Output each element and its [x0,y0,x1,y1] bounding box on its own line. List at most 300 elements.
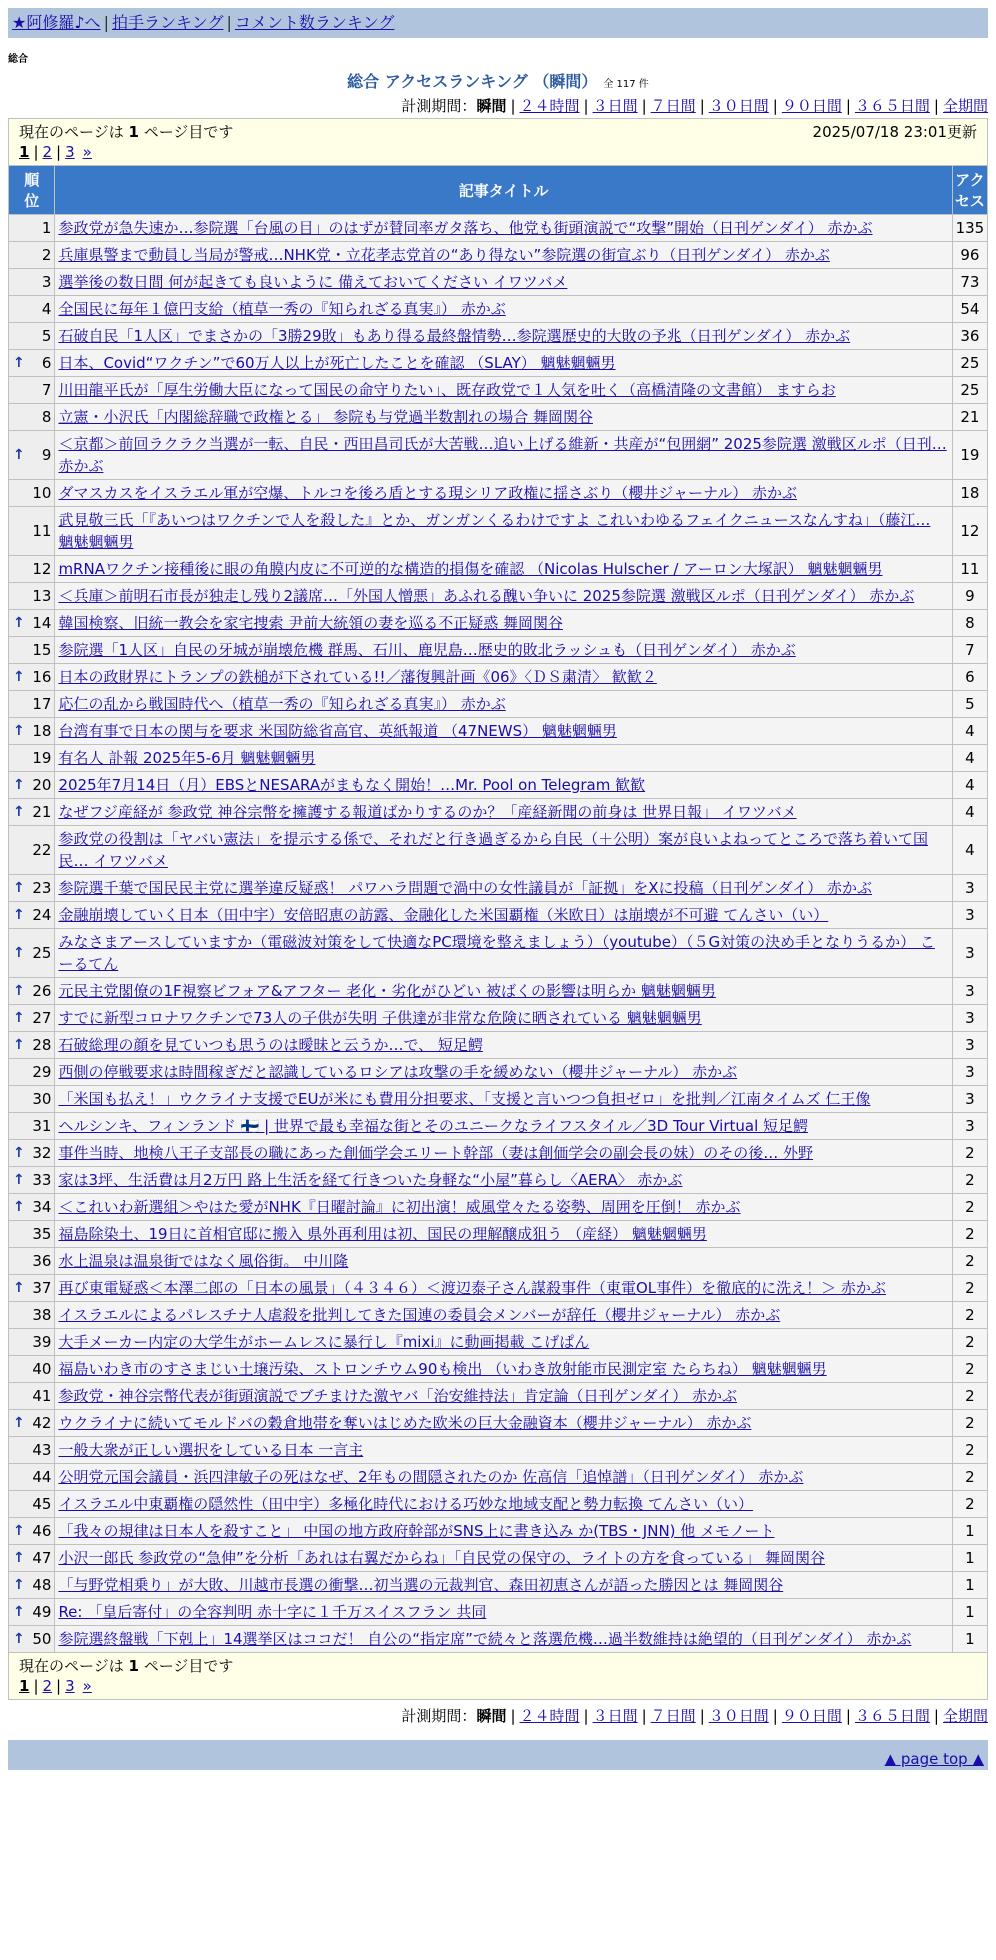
table-row [9,1005,988,1032]
table-row [9,691,988,718]
access-count: 25 [952,350,987,377]
rank-number: 17 [32,695,52,713]
article-link[interactable]: 金融崩壊していく日本（田中宇）安倍昭恵の訪露、金融化した米国覇権（米欧日）は崩壊が不可避 てんさい（い） [58,906,829,924]
arrow-up-icon: ↑ [13,777,25,793]
title-cell [55,350,952,377]
article-link[interactable]: すでに新型コロナワクチンで73人の子供が失明 子供達が非常な危険に晒されている 魑魅魍魎男 [58,1009,702,1027]
pager-page-link[interactable]: 2 [42,143,53,161]
rank-cell [9,772,55,799]
title-cell [55,1248,952,1275]
access-count: 3 [952,875,987,902]
title-header: 記事タイトル [55,166,952,215]
rank-cell [9,269,55,296]
rank-cell [9,1329,55,1356]
rank-cell [9,323,55,350]
rank-cell [9,1032,55,1059]
access-count: 1 [952,1572,987,1599]
title-cell [55,745,952,772]
rank-cell [9,1086,55,1113]
rank-number: 13 [32,587,52,605]
article-link[interactable]: 参政党・神谷宗幣代表が街頭演説でブチまけた激ヤバ「治安維持法」肯定論（日刊ゲンダイ） 赤かぶ [58,1387,738,1405]
title-cell [55,826,952,875]
period-separator: | [933,97,939,115]
article-link[interactable]: mRNAワクチン接種後に眼の角膜内皮に不可逆的な構造的損傷を確認 （Nicolas Hulscher / アーロン大塚訳） 魑魅魍魎男 [58,560,883,578]
arrow-up-icon: ↑ [13,907,25,923]
rank-number: 4 [41,300,52,318]
table-row [9,1329,988,1356]
footer-bar [8,1740,988,1770]
table-row [9,1086,988,1113]
title-cell [55,556,952,583]
rank-number: 12 [32,560,52,578]
rank-number: 6 [41,354,52,372]
title-cell [55,1221,952,1248]
rank-number: 19 [32,749,52,767]
arrow-up-icon: ↑ [13,1172,25,1188]
title-cell [55,1545,952,1572]
page-info-post: ページ目です [138,1657,234,1675]
pager-page-link[interactable]: 2 [42,1677,53,1695]
period-separator: | [641,1707,647,1725]
article-link[interactable]: 日本の政財界にトランプの鉄槌が下されている!!／藩復興計画《06》〈ＤＳ粛清〉 歓歓２ [58,668,657,686]
table-row [9,350,988,377]
rank-cell [9,1005,55,1032]
article-link[interactable]: 韓国検察、旧統一教会を家宅捜索 尹前大統領の妻を巡る不正疑惑 舞岡関谷 [58,614,563,632]
article-link[interactable]: 選挙後の数日間 何が起きても良いように 備えておいてください イワツバメ [58,273,568,291]
title-cell [55,610,952,637]
rank-number: 39 [32,1333,52,1351]
period-label: 計測期間： [401,97,477,115]
rank-cell [9,1302,55,1329]
rank-cell [9,1221,55,1248]
rank-cell [9,296,55,323]
access-count: 1 [952,1626,987,1653]
rank-number: 45 [32,1495,52,1513]
rank-cell [9,799,55,826]
table-row [9,1140,988,1167]
rank-cell [9,1518,55,1545]
rank-cell [9,664,55,691]
rank-cell [9,1599,55,1626]
rank-number: 41 [32,1387,52,1405]
title-cell [55,1005,952,1032]
arrow-up-icon: ↑ [13,1280,25,1296]
rank-number: 47 [32,1549,52,1567]
arrow-up-icon: ↑ [13,447,25,463]
rank-number: 23 [32,879,52,897]
table-row [9,1302,988,1329]
rank-cell [9,637,55,664]
table-row [9,583,988,610]
rank-cell [9,507,55,556]
arrow-up-icon: ↑ [13,1145,25,1161]
table-row [9,1356,988,1383]
period-option-link[interactable]: 全期間 [942,1707,988,1725]
rank-number: 22 [32,841,52,859]
pager-top [19,142,977,162]
home-link[interactable]: ★阿修羅♪へ [12,13,101,32]
rank-cell [9,1626,55,1653]
article-link[interactable]: 川田龍平氏が「厚生労働大臣になって国民の命守りたい」、既存政党で１人気を吐く（高橋清隆の文書館） ますらお [58,381,836,399]
rank-number: 27 [32,1009,52,1027]
rank-cell [9,404,55,431]
access-count: 2 [952,1356,987,1383]
current-page-number: 1 [128,1657,139,1675]
rank-number: 33 [32,1171,52,1189]
period-option-link[interactable]: ７日間 [650,1707,696,1725]
period-option-link[interactable]: ３日間 [592,97,638,115]
rank-cell [9,1464,55,1491]
article-link[interactable]: 小沢一郎氏 参政党の“急伸”を分析「あれは右翼だからね」「自民党の保守の、ライトの方を食っている」 舞岡関谷 [58,1549,825,1567]
period-separator: | [583,1707,589,1725]
access-count: 3 [952,978,987,1005]
arrow-up-icon: ↑ [13,1523,25,1539]
period-option-link[interactable]: ３０日間 [708,97,769,115]
rank-number: 5 [41,327,52,345]
table-row [9,1599,988,1626]
table-row [9,1410,988,1437]
article-link[interactable]: ダマスカスをイスラエル軍が空爆、トルコを後ろ盾とする現シリア政権に揺さぶり（櫻井ジャーナル） 赤かぶ [58,484,798,502]
rank-cell [9,1491,55,1518]
rank-cell [9,1356,55,1383]
rank-number: 50 [32,1630,52,1648]
access-count: 21 [952,404,987,431]
rank-number: 18 [32,722,52,740]
top-nav [8,8,988,38]
rank-number: 35 [32,1225,52,1243]
rank-cell [9,1194,55,1221]
pager-page-link[interactable]: 3 [65,1677,75,1695]
period-separator: | [699,1707,705,1725]
title-cell [55,902,952,929]
arrow-up-icon: ↑ [13,1199,25,1215]
pager-separator: | [56,143,62,161]
table-row [9,799,988,826]
rank-number: 48 [32,1576,52,1594]
rank-cell [9,1275,55,1302]
arrow-up-icon: ↑ [13,1577,25,1593]
period-selector-top [8,96,988,116]
period-option-link[interactable]: ３０日間 [708,1707,769,1725]
article-link[interactable]: 立憲・小沢氏「内閣総辞職で政権とる」 参院も与党過半数割れの場合 舞岡関谷 [58,408,593,426]
comment-ranking-link[interactable]: コメント数ランキング [234,13,395,32]
article-link[interactable]: 福島いわき市のすさまじい土壌汚染、ストロンチウム90も検出 （いわき放射能市民測定室 たらちね） 魑魅魍魎男 [58,1360,827,1378]
period-option-link[interactable]: ７日間 [650,97,696,115]
access-count: 18 [952,480,987,507]
article-link[interactable]: 「我々の規律は日本人を殺すこと」 中国の地方政府幹部がSNS上に書き込み か(TBS・JNN) 他 メモノート [58,1522,775,1540]
article-link[interactable]: イスラエル中東覇権の隠然性（田中宇）多極化時代における巧妙な地域支配と勢力転換 てんさい（い） [58,1495,754,1513]
access-count: 4 [952,799,987,826]
arrow-up-icon: ↑ [13,880,25,896]
access-count: 96 [952,242,987,269]
arrow-up-icon: ↑ [13,1010,25,1026]
table-row [9,1032,988,1059]
access-count: 1 [952,1599,987,1626]
rank-cell [9,1059,55,1086]
table-row [9,1545,988,1572]
access-count: 2 [952,1329,987,1356]
table-row [9,1275,988,1302]
title-cell [55,323,952,350]
access-count: 3 [952,1032,987,1059]
rank-number: 40 [32,1360,52,1378]
article-link[interactable]: ヘルシンキ、フィンランド 🇫🇮 | 世界で最も幸福な街とそのユニークなライフスタイル／3D Tour Virtual 短足鰐 [58,1117,809,1135]
title-cell [55,1437,952,1464]
title-cell [55,799,952,826]
table-row [9,1221,988,1248]
clap-ranking-link[interactable]: 拍手ランキング [111,13,224,32]
access-count: 36 [952,323,987,350]
page-info-pre: 現在のページは [19,1657,129,1675]
rank-number: 29 [32,1063,52,1081]
article-link[interactable]: ＜これいわ新選組＞やはた愛がNHK『日曜討論』に初出演！威風堂々たる姿勢、周囲を圧倒！ 赤かぶ [58,1198,741,1216]
title-row [8,69,988,92]
title-cell [55,637,952,664]
title-cell [55,1167,952,1194]
article-link[interactable]: 公明党元国会議員・浜四津敏子の死はなぜ、2年もの間隠されたのか 佐高信「追悼譜」（日刊ゲンダイ） 赤かぶ [58,1468,804,1486]
article-link[interactable]: ウクライナに続いてモルドバの穀倉地帯を奪いはじめた欧米の巨大金融資本（櫻井ジャーナル） 赤かぶ [58,1414,752,1432]
table-row [9,480,988,507]
title-cell [55,1302,952,1329]
article-link[interactable]: 台湾有事で日本の関与を要求 米国防総省高官、英紙報道 （47NEWS） 魑魅魍魎男 [58,722,617,740]
ranking-table [8,118,988,1700]
title-cell [55,404,952,431]
access-count: 3 [952,1113,987,1140]
table-row [9,902,988,929]
period-option-link[interactable]: ９０日間 [781,1707,842,1725]
article-link[interactable]: 参院選終盤戦「下剋上」14選挙区はココだ！ 自公の“指定席”で続々と落選危機…過半数維持は絶望的（日刊ゲンダイ） 赤かぶ [58,1630,912,1648]
article-link[interactable]: 参院選千葉で国民民主党に選挙違反疑惑！ パワハラ問題で渦中の女性議員が「証拠」をXに投稿（日刊ゲンダイ） 赤かぶ [58,879,873,897]
table-row [9,1491,988,1518]
access-count: 11 [952,556,987,583]
pager-separator: | [33,143,39,161]
arrow-up-icon: ↑ [13,1037,25,1053]
article-link[interactable]: ＜兵庫＞前明石市長が独走し残り2議席…「外国人憎悪」あふれる醜い争いに 2025参院選 激戦区ルポ（日刊ゲンダイ） 赤かぶ [58,587,915,605]
period-separator: | [510,97,516,115]
article-link[interactable]: みなさまアースしていますか（電磁波対策をして快適なPC環境を整えましょう）（youtube）（５G対策の決め手となりうるか） こーるてん [58,933,935,973]
table-row [9,826,988,875]
table-row [9,556,988,583]
page-info-bottom [9,1653,988,1700]
rank-number: 49 [32,1603,52,1621]
access-count: 2 [952,1302,987,1329]
article-link[interactable]: 福島除染土、19日に首相官邸に搬入 県外再利用は初、国民の理解醸成狙う （産経） 魑魅魍魎男 [58,1225,707,1243]
access-count: 2 [952,1221,987,1248]
access-count: 4 [952,826,987,875]
rank-cell [9,350,55,377]
access-count: 12 [952,507,987,556]
rank-number: 10 [32,484,52,502]
article-link[interactable]: 元民主党閣僚の1F視察ビフォア&アフター 老化・劣化がひどい 被ばくの影響は明らか 魑魅魍魎男 [58,982,716,1000]
access-count: 73 [952,269,987,296]
rank-number: 9 [41,446,52,464]
rank-cell [9,1437,55,1464]
access-count: 2 [952,1275,987,1302]
article-link[interactable]: 応仁の乱から戦国時代へ（植草一秀の『知られざる真実』） 赤かぶ [58,695,506,713]
article-link[interactable]: 西側の停戦要求は時間稼ぎだと認識しているロシアは攻撃の手を緩めない（櫻井ジャーナル） 赤かぶ [58,1063,738,1081]
pager-separator: | [33,1677,39,1695]
article-link[interactable]: 家は3坪、生活費は月2万円 路上生活を経て行きついた身軽な“小屋”暮らし〈AERA〉 赤かぶ [58,1171,683,1189]
table-row [9,1572,988,1599]
access-count: 135 [952,215,987,242]
table-row [9,296,988,323]
rank-number: 11 [32,522,52,540]
rank-number: 25 [32,944,52,962]
article-link[interactable]: 参院選「1人区」自民の牙城が崩壊危機 群馬、石川、鹿児島…歴史的敗北ラッシュも（日刊ゲンダイ） 赤かぶ [58,641,796,659]
rank-cell [9,583,55,610]
rank-cell [9,480,55,507]
rank-number: 16 [32,668,52,686]
table-row [9,875,988,902]
period-option-link[interactable]: ３日間 [592,1707,638,1725]
pager-separator: | [56,1677,62,1695]
article-link[interactable]: なぜフジ産経が 参政党 神谷宗幣を擁護する報道ばかりするのか？「産経新聞の前身は 世界日報」 イワツバメ [58,803,797,821]
rank-cell [9,431,55,480]
article-link[interactable]: 参政党の役割は「ヤバい憲法」を提示する係で、それだと行き過ぎるから自民（＋公明）案が良いよねってところで落ち着いて国民… イワツバメ [58,830,928,870]
access-count: 2 [952,1248,987,1275]
rank-number: 30 [32,1090,52,1108]
table-row [9,772,988,799]
access-count: 7 [952,637,987,664]
rank-cell [9,875,55,902]
table-row [9,1626,988,1653]
title-cell [55,1599,952,1626]
access-count: 9 [952,583,987,610]
page-top-link[interactable]: ▲ page top ▲ [884,1750,984,1768]
access-count: 2 [952,1167,987,1194]
arrow-up-icon: ↑ [13,945,25,961]
rank-number: 8 [41,408,52,426]
rank-cell [9,929,55,978]
access-count: 2 [952,1491,987,1518]
arrow-up-icon: ↑ [13,1631,25,1647]
rank-cell [9,377,55,404]
access-count: 19 [952,431,987,480]
section-label: 総合 [8,54,28,65]
arrow-up-icon: ↑ [13,669,25,685]
article-link[interactable]: 2025年7月14日（月）EBSとNESARAがまもなく開始！…Mr. Pool on Telegram 歓歓 [58,776,646,794]
rank-cell [9,745,55,772]
article-link[interactable]: 武見敬三氏「『あいつはワクチンで人を殺した』とか、ガンガンくるわけですよ これいわゆるフェイクニュースなんすね」（藤江… 魑魅魍魎男 [58,511,931,551]
updated-time: 2025/07/18 23:01更新 [812,123,977,141]
article-link[interactable]: 一般大衆が正しい選択をしている日本 一言主 [58,1441,364,1459]
table-row [9,929,988,978]
pager-next-link[interactable]: » [82,1677,92,1695]
title-cell [55,1275,952,1302]
pager-current-page: 1 [19,143,30,161]
arrow-up-icon: ↑ [13,1415,25,1431]
access-count: 6 [952,664,987,691]
period-option-link[interactable]: ２４時間 [519,1707,580,1725]
current-page-number: 1 [128,123,139,141]
rank-cell [9,1113,55,1140]
title-cell [55,1410,952,1437]
rank-number: 7 [41,381,52,399]
article-link[interactable]: 大手メーカー内定の大学生がホームレスに暴行し『mixi』に動画掲載 こげぱん [58,1333,590,1351]
period-separator: | [772,97,778,115]
access-count: 3 [952,1005,987,1032]
nav-separator: | [226,13,232,32]
period-separator: | [510,1707,516,1725]
article-link[interactable]: Re: 「皇后寄付」の全容判明 赤十字に１千万スイスフラン 共同 [58,1603,487,1621]
article-link[interactable]: 石破総理の顔を見ていつも思うのは曖昧と云うか…で、 短足鰐 [58,1036,483,1054]
article-link[interactable]: 参政党が急失速か…参院選「台風の目」のはずが賛同率ガタ落ち、他党も街頭演説で“攻撃”開始（日刊ゲンダイ） 赤かぶ [58,219,873,237]
title-cell [55,431,952,480]
arrow-up-icon: ↑ [13,804,25,820]
table-row [9,718,988,745]
table-row [9,1113,988,1140]
article-link[interactable]: 全国民に毎年１億円支給（植草一秀の『知られざる真実』） 赤かぶ [58,300,506,318]
access-count: 3 [952,1086,987,1113]
period-separator: | [845,1707,851,1725]
rank-cell [9,1572,55,1599]
period-current: 瞬間 [476,97,507,115]
period-current: 瞬間 [476,1707,507,1725]
access-count: 4 [952,745,987,772]
rank-number: 1 [41,219,52,237]
article-link[interactable]: 再び東電疑惑＜本澤二郎の「日本の風景」（４３４６）＜渡辺泰子さん謀殺事件（東電OL事件）を徹底的に洗え！＞ 赤かぶ [58,1279,886,1297]
article-link[interactable]: 事件当時、地検八王子支部長の職にあった創価学会エリート幹部（妻は創価学会の副会長の妹）のその後… 外野 [58,1144,814,1162]
article-link[interactable]: 兵庫県警まで動員し当局が警戒…NHK党・立花孝志党首の“あり得ない”参院選の街宣ぶり（日刊ゲンダイ） 赤かぶ [58,246,830,264]
period-separator: | [933,1707,939,1725]
page-info-top [9,119,988,166]
article-link[interactable]: ＜京都＞前回ラクラク当選が一転、自民・西田昌司氏が大苦戦…追い上げる維新・共産が“包囲網” 2025参院選 激戦区ルポ（日刊… 赤かぶ [58,435,947,475]
title-cell [55,242,952,269]
article-link[interactable]: 「米国も払え！」ウクライナ支援でEUが米にも費用分担要求、「支援と言いつつ負担ゼロ」を批判／江南タイムズ 仁王像 [58,1090,871,1108]
rank-number: 32 [32,1144,52,1162]
period-option-link[interactable]: 全期間 [942,97,988,115]
table-row [9,1464,988,1491]
article-link[interactable]: 有名人 訃報 2025年5-6月 魑魅魍魎男 [58,749,316,767]
arrow-up-icon: ↑ [13,355,25,371]
pager-next-link[interactable]: » [82,143,92,161]
pager-bottom [19,1676,977,1696]
article-link[interactable]: 「与野党相乗り」が大敗、川越市長選の衝撃…初当選の元裁判官、森田初恵さんが語った勝因とは 舞岡関谷 [58,1576,784,1594]
access-count: 25 [952,377,987,404]
period-option-link[interactable]: ３６５日間 [854,1707,930,1725]
period-option-link[interactable]: ９０日間 [781,97,842,115]
table-row [9,242,988,269]
article-link[interactable]: 水上温泉は温泉街ではなく風俗街。 中川隆 [58,1252,349,1270]
rank-cell [9,1167,55,1194]
table-header [9,166,988,215]
pager-current-page: 1 [19,1677,30,1695]
table-row [9,1518,988,1545]
rank-cell [9,978,55,1005]
pager-page-link[interactable]: 3 [65,143,75,161]
title-cell [55,1383,952,1410]
rank-number: 15 [32,641,52,659]
access-count: 2 [952,1410,987,1437]
table-row [9,745,988,772]
title-cell [55,1086,952,1113]
title-cell [55,377,952,404]
table-row [9,637,988,664]
rank-number: 38 [32,1306,52,1324]
table-row [9,1194,988,1221]
article-link[interactable]: イスラエルによるパレスチナ人虐殺を批判してきた国連の委員会メンバーが辞任（櫻井ジャーナル） 赤かぶ [58,1306,781,1324]
article-link[interactable]: 日本、Covid“ワクチン”で60万人以上が死亡したことを確認 （SLAY） 魑魅魍魎男 [58,354,616,372]
period-option-link[interactable]: ２４時間 [519,97,580,115]
period-option-link[interactable]: ３６５日間 [854,97,930,115]
rank-number: 31 [32,1117,52,1135]
rank-cell [9,826,55,875]
title-cell [55,507,952,556]
rank-number: 26 [32,982,52,1000]
article-link[interactable]: 石破自民「1人区」でまさかの「3勝29敗」もあり得る最終盤情勢…参院選歴史的大敗の予兆（日刊ゲンダイ） 赤かぶ [58,327,851,345]
table-row [9,1248,988,1275]
access-count: 8 [952,610,987,637]
